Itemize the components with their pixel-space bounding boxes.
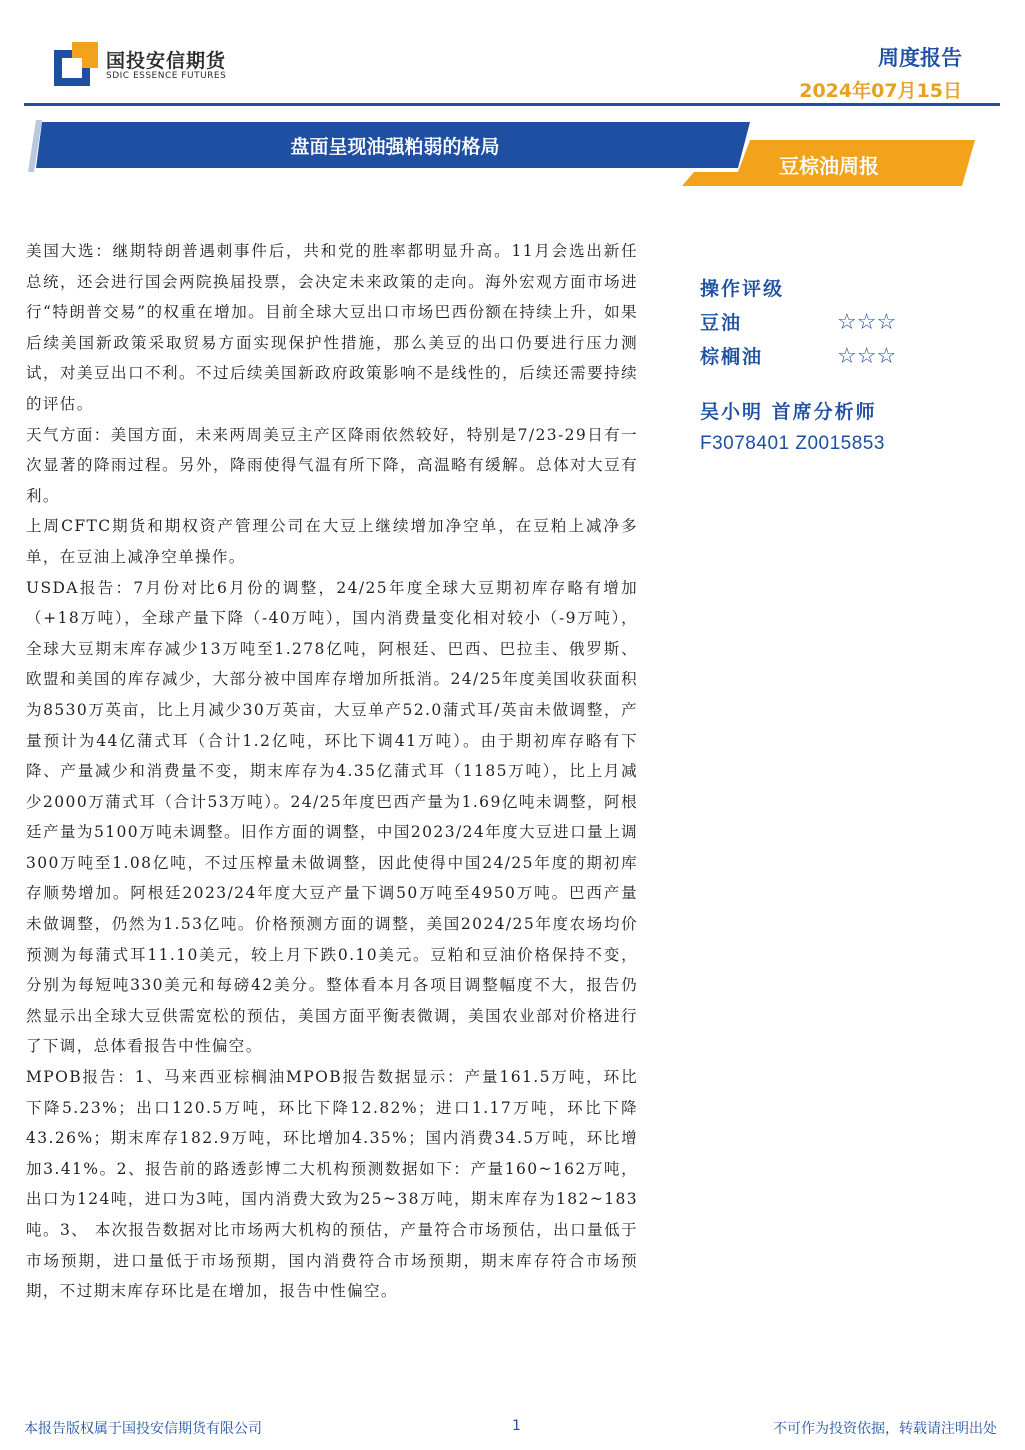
- rating-name: 棕榈油: [700, 346, 764, 368]
- footer-disclaimer: 不可作为投资依据，转载请注明出处: [773, 1421, 997, 1437]
- report-body: [26, 236, 638, 1307]
- footer-copyright: 本报告版权属于国投安信期货有限公司: [24, 1421, 262, 1437]
- rating-row-soybean-oil: [700, 306, 950, 340]
- star-rating-icon: ☆☆☆: [837, 310, 897, 335]
- paragraph-usda-report: USDA报告：7月份对比6月份的调整，24/25年度全球大豆期初库存略有增加（+18万吨），全球产量下降（-40万吨），国内消费量变化相对较小（-9万吨），全球大豆期末库存减少13万吨至1.278亿吨，阿根廷、巴西、巴拉圭、俄罗斯、欧盟和美国的库存减少，大部分被中国库存增加所抵消。24/25年度美国收获面积为8530万英亩，比上月减少30万英亩，大豆单产52.0蒲式耳/英亩未做调整，产量预计为44亿蒲式耳（合计1.2亿吨，环比下调41万吨）。由于期初库存略有下降、产量减少和消费量不变，期末库存为4.35亿蒲式耳（1185万吨），比上月减少2000万蒲式耳（合计53万吨）。24/25年度巴西产量为1.69亿吨未调整，阿根廷产量为5100万吨未调整。旧作方面的调整，中国2023/24年度大豆进口量上调300万吨至1.08亿吨，不过压榨量未做调整，因此使得中国24/25年度的期初库存顺势增加。阿根廷2023/24年度大豆产量下调50万吨至4950万吨。巴西产量未做调整，仍然为1.53亿吨。价格预测方面的调整，美国2024/25年度农场均价预测为每蒲式耳11.10美元，较上月下跌0.10美元。豆粕和豆油价格保持不变，分别为每短吨330美元和每磅42美分。整体看本月各项目调整幅度不大，报告仍然显示出全球大豆供需宽松的预估，美国方面平衡表微调，美国农业部对价格进行了下调，总体看报告中性偏空。: [26, 578, 638, 1056]
- logo-chinese-name: 国投安信期货: [106, 50, 227, 72]
- report-date: 2024年07月15日: [799, 80, 962, 102]
- paragraph-mpob-report: MPOB报告：1、马来西亚棕榈油MPOB报告数据显示：产量161.5万吨，环比下降5.23%；出口120.5万吨，环比下降12.82%；进口1.17万吨，环比下降43.26%；期末库存182.9万吨，环比增加4.35%；国内消费34.5万吨，环比增加3.41%。2、报告前的路透彭博二大机构预测数据如下：产量160~162万吨，出口为124吨，进口为3吨，国内消费大致为25~38万吨，期末库存为182~183吨。3、 本次报告数据对比市场两大机构的预估，产量符合市场预估，出口量低于市场预期，进口量低于市场预期，国内消费符合市场预期，期末库存符合市场预期，不过期末库存环比是在增加，报告中性偏空。: [26, 1068, 638, 1301]
- sidebar: [700, 272, 950, 460]
- header-divider: [24, 103, 1000, 106]
- report-category: 豆棕油周报: [779, 154, 879, 178]
- paragraph-cftc: 上周CFTC期货和期权资产管理公司在大豆上继续增加净空单，在豆粕上减净多单，在豆油上减净空单操作。: [26, 517, 638, 566]
- paragraph-weather: 天气方面：美国方面，未来两周美豆主产区降雨依然较好，特别是7/23-29日有一次显著的降雨过程。另外，降雨使得气温有所下降，高温略有缓解。总体对大豆有利。: [26, 425, 638, 505]
- paragraph-us-election: 美国大选：继期特朗普遇刺事件后，共和党的胜率都明显升高。11月会选出新任总统，还会进行国会两院换届投票，会决定未来政策的走向。海外宏观方面市场进行“特朗普交易”的权重在增加。目前全球大豆出口市场巴西份额在持续上升，如果后续美国新政策采取贸易方面实现保护性措施，那么美豆的出口仍要进行压力测试，对美豆出口不利。不过后续美国新政府政策影响不是线性的，后续还需要持续的评估。: [26, 242, 638, 413]
- analyst-name: 吴小明 首席分析师: [700, 401, 877, 423]
- rating-name: 豆油: [700, 312, 743, 334]
- report-title: 盘面呈现油强粕弱的格局: [290, 136, 500, 158]
- rating-row-palm-oil: [700, 340, 950, 374]
- page-number: 1: [512, 1418, 521, 1434]
- star-rating-icon: ☆☆☆: [837, 344, 897, 369]
- report-type: 周度报告: [878, 46, 962, 70]
- analyst-license: F3078401 Z0015853: [700, 433, 885, 454]
- logo-mark-icon: [54, 42, 98, 86]
- rating-title: 操作评级: [700, 278, 785, 300]
- company-logo: [54, 42, 244, 88]
- logo-english-name: SDIC ESSENCE FUTURES: [106, 71, 227, 81]
